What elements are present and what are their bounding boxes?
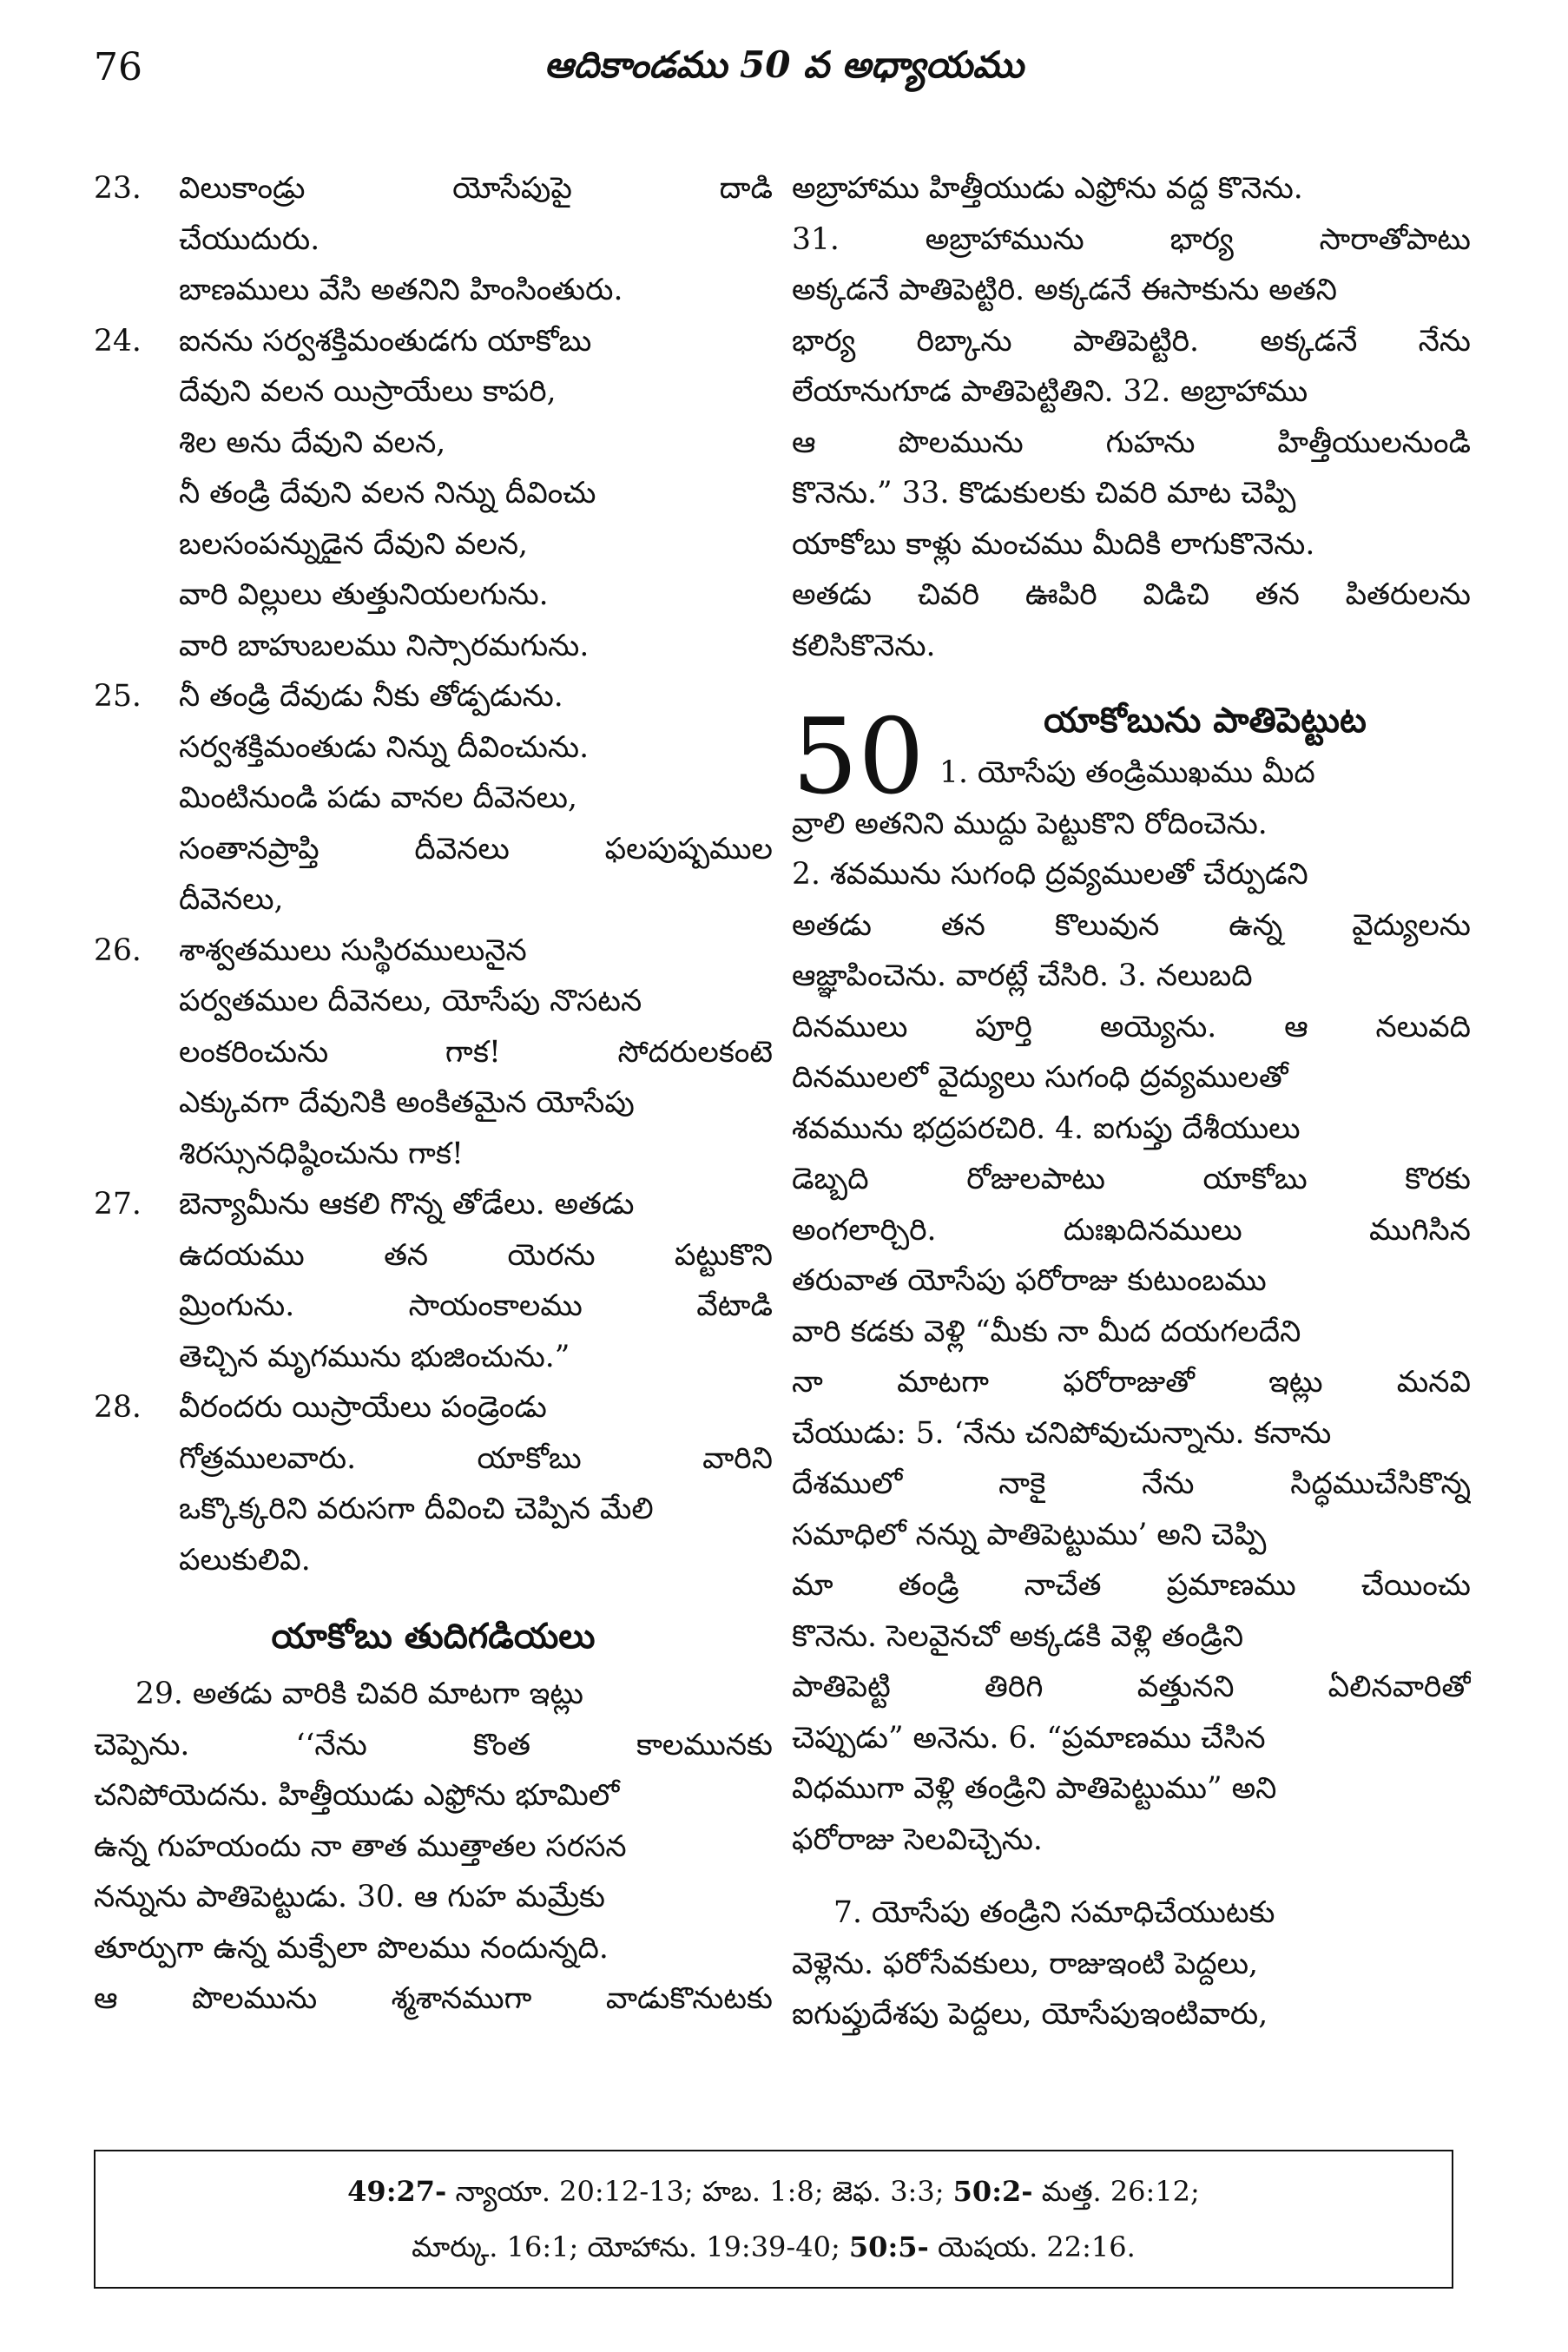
verse-line: దీవెనలు,: [179, 882, 284, 917]
verse-line: మ్రింగును. సాయంకాలము వేటాడి: [179, 1288, 773, 1323]
spacer: [792, 671, 1471, 694]
chapter-heading: యాకోబును పాతిపెట్టుట: [1044, 700, 1367, 741]
verse-line: మింటినుండి పడు వానల దీవెనలు,: [179, 781, 577, 815]
prose-paragraph: [792, 1888, 1471, 2040]
verse-line: తెచ్చిన మృగమును భుజించును.”: [179, 1339, 570, 1374]
verse-line: వారి విల్లులు తుత్తునియలగును.: [179, 577, 549, 612]
prose-line: ఐగుప్తుదేశపు పెద్దలు, యోసేపుఇంటివారు,: [792, 1997, 1268, 2032]
right-column: [792, 163, 1471, 2040]
reference-line: [96, 2164, 1452, 2219]
prose-line: తూర్పుగా ఉన్న మక్పేలా పొలము నందున్నది.: [94, 1930, 609, 1966]
prose-line: అబ్రాహాము హిత్తీయుడు ఎఫ్రోను వద్ద కొనెను.: [792, 171, 1303, 206]
verse-line: బాణములు వేసి అతనిని హింసింతురు.: [179, 273, 623, 307]
reference-text: మత్త. 26:12;: [1032, 2175, 1200, 2208]
prose-line: అతడు చివరి ఊపిరి విడిచి తన పితరులను: [792, 577, 1471, 612]
prose-line: 29. అతడు వారికి చివరి మాటగా ఇట్లు: [135, 1677, 583, 1711]
verse-24: [94, 316, 773, 672]
verse-line: చేయుదురు.: [179, 221, 320, 257]
reference-text: న్యాయా. 20:12-13; హబ. 1:8; జెఫ. 3:3;: [446, 2175, 953, 2208]
prose-line: శవమును భద్రపరచిరి. 4. ఐగుప్తు దేశీయులు: [792, 1110, 1301, 1146]
prose-line: యాకోబు కాళ్లు మంచము మీదికి లాగుకొనెను.: [792, 526, 1315, 562]
prose-line: అతడు తన కొలువున ఉన్న వైద్యులను: [792, 907, 1471, 943]
prose-line: ఉన్న గుహయందు నా తాత ముత్తాతల సరసన: [94, 1828, 627, 1864]
prose-line: విధముగా వెళ్లి తండ్రిని పాతిపెట్టుము” అని: [792, 1771, 1277, 1806]
verse-number: 25.: [94, 679, 142, 714]
verse-number: 24.: [94, 323, 142, 359]
prose-line: కలిసికొనెను.: [792, 628, 936, 663]
reference-text: మార్కు. 16:1; యోహాను. 19:39-40;: [412, 2230, 849, 2263]
verse-line: బలసంపన్నుడైన దేవుని వలన,: [179, 526, 529, 562]
prose-line: నన్నును పాతిపెట్టుడు. 30. ఆ గుహ మమ్రేకు: [94, 1880, 605, 1914]
chapter-number: 50: [792, 697, 925, 818]
verse-line: వారి బాహుబలము నిస్సారమగును.: [179, 628, 590, 663]
prose-line: పాతిపెట్టి తిరిగి వత్తునని ఏలినవారితో: [792, 1670, 1471, 1704]
verse-number: 28.: [94, 1390, 142, 1425]
prose-line: దినములు పూర్తి అయ్యెను. ఆ నలువది: [792, 1009, 1471, 1044]
verse-number: 23.: [94, 171, 142, 206]
verse-26: [94, 926, 773, 1180]
verse-line: శాశ్వతములు సుస్థిరములునైన: [179, 932, 527, 968]
verse-line: దేవుని వలన యిస్రాయేలు కాపరి,: [179, 374, 557, 409]
prose-line: 2. శవమును సుగంధి ద్రవ్యములతో చేర్పుడని: [792, 857, 1308, 892]
prose-line: మా తండ్రి నాచేత ప్రమాణము చేయించు: [792, 1568, 1471, 1603]
verse-line: నీ తండ్రి దేవుని వలన నిన్ను దీవించు: [179, 476, 596, 511]
verse-line: గోత్రములవారు. యాకోబు వారిని: [179, 1440, 773, 1476]
section-heading: యాకోబు తుదిగడియలు: [271, 1616, 596, 1657]
prose-line: చేయుడు: 5. ‘నేను చనిపోవుచున్నాను. కనాను: [792, 1415, 1332, 1451]
verse-line: వీరందరు యిస్రాయేలు పండ్రెండు: [179, 1390, 547, 1425]
prose-line: వారి కడకు వెళ్లి “మీకు నా మీద దయగలదేని: [792, 1314, 1301, 1349]
page-number: 76: [94, 45, 142, 89]
cross-references-box: [94, 2150, 1453, 2289]
verse-23: [94, 163, 773, 316]
reference-text: యెషయ. 22:16.: [928, 2230, 1136, 2263]
verse-line: ఐనను సర్వశక్తిమంతుడగు యాకోబు: [179, 323, 592, 359]
prose-line: 31. అబ్రాహామును భార్య సారాతోపాటు: [792, 221, 1471, 257]
verse-line: ఎక్కువగా దేవునికి అంకితమైన యోసేపు: [179, 1085, 635, 1120]
prose-line: వెళ్లెను. ఫరోసేవకులు, రాజుఇంటి పెద్దలు,: [792, 1946, 1258, 1981]
verse-line: సర్వశక్తిమంతుడు నిన్ను దీవించును.: [179, 729, 590, 765]
prose-line: అంగలార్చిరి. దుఃఖదినములు ముగిసిన: [792, 1212, 1471, 1248]
reference-label: 49:27-: [347, 2175, 447, 2208]
prose-line: కొనెను.” 33. కొడుకులకు చివరి మాట చెప్పి: [792, 476, 1296, 511]
prose-line: తరువాత యోసేపు ఫరోరాజు కుటుంబము: [792, 1263, 1267, 1298]
prose-line: కొనెను. సెలవైనచో అక్కడకి వెళ్లి తండ్రిని: [792, 1618, 1244, 1654]
verse-line: విలుకాండ్రు యోసేపుపై దాడి: [179, 171, 773, 206]
verse-line: నీ తండ్రి దేవుడు నీకు తోడ్పడును.: [179, 679, 563, 714]
prose-line: ఆ పొలమును శ్మశానముగా వాడుకొనుటకు: [94, 1981, 773, 2016]
verse-27: [94, 1179, 773, 1382]
verse-number: 27.: [94, 1187, 142, 1222]
prose-line: ఫరోరాజు సెలవిచ్చెను.: [792, 1822, 1043, 1857]
verse-line: ఉదయము తన యెరను పట్టుకొని: [179, 1237, 773, 1273]
prose-line: చనిపోయెదను. హిత్తీయుడు ఎఫ్రోను భూమిలో: [94, 1778, 620, 1813]
prose-line: నా మాటగా ఫరోరాజుతో ఇట్లు మనవి: [792, 1365, 1471, 1400]
prose-line: సమాధిలో నన్ను పాతిపెట్టుము’ అని చెప్పి: [792, 1517, 1267, 1552]
chapter-start: [792, 694, 1471, 818]
reference-line: [96, 2219, 1452, 2275]
verse-line: శిరస్సునధిష్ఠించును గాక!: [179, 1136, 464, 1171]
prose-line: వ్రాలి అతనిని ముద్దు పెట్టుకొని రోదించెను.: [792, 806, 1268, 841]
verse-line: పర్వతముల దీవెనలు, యోసేపు నొసటన: [179, 984, 642, 1018]
prose-line: చెప్పెను. ‘‘నేను కొంత కాలమునకు: [94, 1727, 773, 1762]
prose-line: 1. యోసేపు తండ్రిముఖము మీద: [939, 755, 1315, 790]
prose-line: దినములలో వైద్యులు సుగంధి ద్రవ్యములతో: [792, 1060, 1288, 1095]
verse-line: ఒక్కొక్కరిని వరుసగా దీవించి చెప్పిన మేలి: [179, 1492, 654, 1526]
prose-line: దేశములో నాకై నేను సిద్ధముచేసికొన్న: [792, 1466, 1471, 1501]
prose-paragraph: [792, 799, 1471, 1866]
prose-line: డెబ్బది రోజులపాటు యాకోబు కొరకు: [792, 1162, 1471, 1196]
prose-line: లేయానుగూడ పాతిపెట్టితిని. 32. అబ్రాహాము: [792, 374, 1308, 409]
verse-28: [94, 1382, 773, 1585]
reference-label: 50:2-: [952, 2175, 1033, 2208]
verse-line: బెన్యామీను ఆకలి గొన్న తోడేలు. అతడు: [179, 1187, 635, 1222]
verse-line: శిల అను దేవుని వలన,: [179, 425, 446, 460]
prose-paragraph: [94, 1669, 773, 2025]
prose-paragraph: [792, 163, 1471, 671]
left-column: [94, 163, 773, 2025]
running-title: ఆదికాండము 50 వ అధ్యాయము: [544, 43, 1024, 86]
verse-number: 26.: [94, 932, 142, 968]
verse-25: [94, 671, 773, 926]
reference-label: 50:5-: [848, 2230, 929, 2263]
verse-line: సంతానప్రాప్తి దీవెనలు ఫలపుష్పముల: [179, 831, 773, 866]
prose-line: అక్కడనే పాతిపెట్టిరి. అక్కడనే ఈసాకును అతని: [792, 273, 1337, 307]
verse-line: పలుకులివి.: [179, 1542, 311, 1578]
prose-line: ఆ పొలమును గుహను హిత్తీయులనుండి: [792, 425, 1471, 460]
prose-line: భార్య రిబ్కాను పాతిపెట్టిరి. అక్కడనే నేను: [792, 323, 1471, 359]
prose-line: చెప్పుడు” అనెను. 6. “ప్రమాణము చేసిన: [792, 1720, 1266, 1756]
verse-line: లంకరించును గాక! సోదరులకంటె: [179, 1034, 773, 1070]
prose-line: ఆజ్ఞాపించెను. వారట్లే చేసిరి. 3. నలుబది: [792, 959, 1253, 993]
spacer: [792, 1865, 1471, 1888]
prose-line: 7. యోసేపు తండ్రిని సమాధిచేయుటకు: [833, 1895, 1275, 1930]
